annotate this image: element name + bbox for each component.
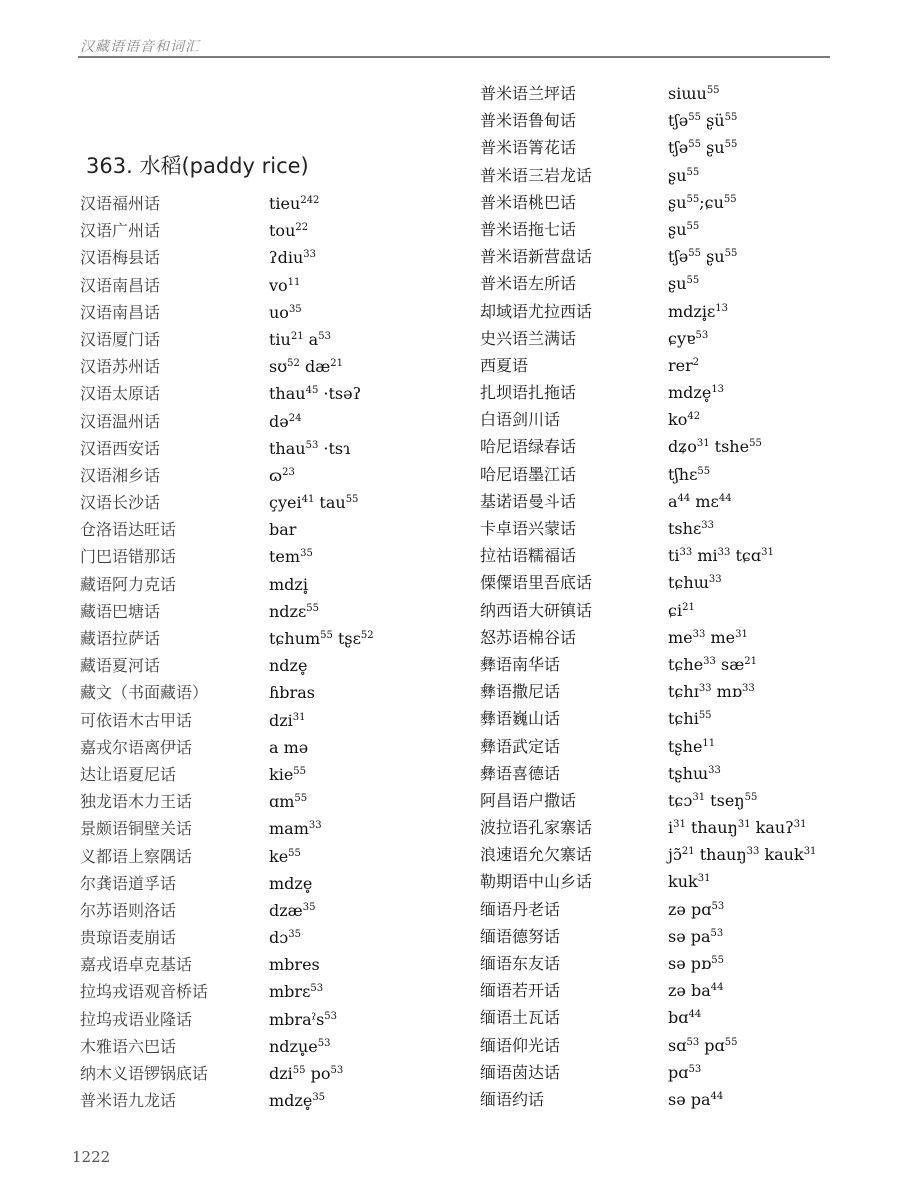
dialect-name: 汉语南昌话 (80, 302, 161, 322)
dialect-name: 白语剑川话 (480, 410, 561, 430)
dialect-row (80, 978, 374, 1005)
phonetic-form: bɑ$^{44}$ (668, 1008, 702, 1028)
phonetic-form: dzi$^{55}$ $po^{53}$ (269, 1064, 344, 1083)
dialect-row (80, 380, 374, 407)
dialect-row (80, 707, 374, 734)
dialect-name: 嘉戎尔语离伊话 (80, 737, 193, 757)
dialect-row (80, 1060, 374, 1087)
dialect-row (80, 299, 374, 326)
phonetic-form: sə $pa^{53}$ (668, 926, 724, 946)
dialect-name: 波拉语孔家寨话 (480, 818, 593, 838)
dialect-name: 傈僳语里吾底话 (480, 573, 593, 593)
phonetic-form: tiu$^{21}$ $a^{53}$ (269, 329, 331, 349)
phonetic-form: zə pɑ$^{53}$ (668, 899, 725, 919)
dialect-name: 汉语厦门话 (80, 329, 161, 349)
dialect-name: 哈尼语墨江话 (480, 464, 577, 484)
dialect-name: 缅语土瓦话 (480, 1008, 561, 1028)
phonetic-form: $vo^{11}$ (269, 275, 301, 295)
phonetic-form: tieu$^{242}$ (269, 194, 320, 213)
dialect-name: 藏语巴塘话 (80, 601, 161, 621)
dialect-name: 汉语广州话 (80, 221, 161, 241)
dialect-row (480, 1086, 816, 1113)
dialect-row (480, 433, 816, 460)
left-column (80, 190, 374, 1114)
dialect-row (480, 189, 816, 216)
phonetic-form: tɕhɯ$^{33}$ (668, 573, 722, 593)
dialect-row (80, 435, 374, 462)
phonetic-form: ɷ$^{23}$ (269, 465, 295, 485)
phonetic-form: mam$^{33}$ (269, 819, 322, 839)
dialect-name: 汉语苏州话 (80, 357, 161, 377)
dialect-name: 仓洛语达旺话 (80, 520, 177, 540)
dialect-name: 门巴语错那话 (80, 547, 177, 567)
dialect-name: 藏语夏河话 (80, 656, 161, 676)
phonetic-form: ʂu$^{55}$ (668, 219, 700, 239)
dialect-row (80, 897, 374, 924)
phonetic-form: ɕi$^{21}$ (668, 600, 695, 620)
dialect-row (480, 80, 816, 107)
phonetic-form: $ko^{42}$ (668, 410, 701, 430)
dialect-name: 缅语若开话 (480, 981, 561, 1001)
dialect-row (80, 625, 374, 652)
phonetic-form: tɕɔ$^{31}$ tseŋ$^{55}$ (668, 790, 758, 810)
phonetic-form: thau$^{45}$ ·tsəʔ (269, 384, 362, 404)
phonetic-form: mbrɛ$^{53}$ (269, 982, 324, 1002)
dialect-row (480, 868, 816, 895)
phonetic-form: tɕhe$^{33}$ $sæ^{21}$ (668, 654, 757, 674)
phonetic-form: ɦbras (269, 683, 315, 703)
dialect-name: 缅语德努话 (480, 926, 561, 946)
phonetic-form: sʊ$^{52}$ $dæ^{21}$ (269, 357, 343, 377)
phonetic-form: tshɛ$^{33}$ (668, 519, 714, 538)
phonetic-form: mbraˀs$^{53}$ (269, 1009, 338, 1029)
dialect-row (480, 651, 816, 678)
phonetic-form: ndze̥ (269, 656, 308, 676)
dialect-row (80, 734, 374, 761)
dialect-row (480, 1004, 816, 1031)
phonetic-form: tɕhɪ$^{33}$ mɒ$^{33}$ (668, 682, 755, 702)
phonetic-form: də$^{24}$ (269, 411, 302, 431)
dialect-row (480, 243, 816, 270)
right-column (480, 80, 816, 1113)
phonetic-form: ʂu$^{55}$ (668, 165, 700, 185)
phonetic-form: mdze̥$^{13}$ (668, 383, 725, 403)
dialect-name: 普米语桃巴话 (480, 192, 577, 212)
dialect-name: 缅语茵达话 (480, 1062, 561, 1082)
dialect-row (80, 516, 374, 543)
dialect-name: 尔龚语道孚话 (80, 873, 177, 893)
phonetic-form: thau$^{53}$ ·tsɿ (269, 438, 351, 458)
dialect-name: 缅语东友话 (480, 954, 561, 973)
phonetic-form: jɔ̃$^{21}$ thauŋ$^{33}$ kauk$^{31}$ (668, 845, 817, 865)
phonetic-form: mbres (269, 955, 320, 975)
dialect-row (480, 1032, 816, 1059)
phonetic-form: tɕhum$^{55}$ tʂɛ$^{52}$ (269, 629, 374, 648)
phonetic-form: dzæ$^{35}$ (269, 900, 316, 920)
dialect-name: 藏文（书面藏语） (80, 683, 209, 703)
dialect-name: 纳木义语锣锅底话 (80, 1064, 209, 1083)
dialect-row (480, 624, 816, 651)
phonetic-form: rer$^2$ (668, 355, 700, 375)
dialect-row (80, 190, 374, 217)
entry-number: 363. (86, 154, 133, 178)
dialect-name: 纳西语大研镇话 (480, 600, 593, 620)
dialect-row (480, 569, 816, 596)
phonetic-form: tem$^{35}$ (269, 547, 313, 567)
phonetic-form: tʃhɛ$^{55}$ (668, 464, 711, 484)
dialect-row (480, 841, 816, 868)
dialect-row (480, 488, 816, 515)
dialect-name: 彝语南华话 (480, 654, 561, 674)
dialect-row (480, 379, 816, 406)
dialect-row (80, 489, 374, 516)
dialect-name: 却域语尤拉西话 (480, 301, 593, 321)
dialect-row (480, 134, 816, 161)
dialect-row (80, 408, 374, 435)
phonetic-form: sə $pa^{44}$ (668, 1089, 724, 1109)
dialect-row (80, 652, 374, 679)
dialect-row (80, 679, 374, 706)
dialect-row (480, 107, 816, 134)
phonetic-form: $ndzu̥e^{53}$ (269, 1036, 331, 1056)
dialect-row (80, 1087, 374, 1114)
phonetic-form: bar (269, 520, 297, 540)
dialect-row (80, 598, 374, 625)
phonetic-form: zə $ba^{44}$ (668, 981, 724, 1001)
dialect-row (480, 270, 816, 297)
phonetic-form: sɑ$^{53}$ pɑ$^{55}$ (668, 1035, 738, 1055)
entry-gloss: 水稻(paddy rice) (139, 154, 309, 178)
dialect-name: 扎坝语扎拖话 (480, 383, 577, 403)
dialect-name: 嘉戎语卓克基话 (80, 955, 193, 975)
phonetic-form: mdze̥ (269, 873, 313, 893)
dialect-row (480, 542, 816, 569)
dialect-name: 拉坞戎语业隆话 (80, 1009, 193, 1029)
dialect-row (480, 678, 816, 705)
dialect-row (80, 244, 374, 271)
dialect-name: 普米语左所话 (480, 274, 577, 294)
dialect-name: 彝语武定话 (480, 736, 561, 756)
dialect-name: 拉坞戎语观音桥话 (80, 982, 209, 1002)
dialect-name: 汉语长沙话 (80, 493, 161, 513)
phonetic-form: mdzi̥ (269, 574, 308, 594)
phonetic-form: mdzi̥ɛ$^{13}$ (668, 301, 728, 321)
dialect-name: 汉语湘乡话 (80, 465, 161, 485)
dialect-name: 哈尼语绿春话 (480, 437, 577, 457)
dialect-row (80, 761, 374, 788)
phonetic-form: ʔdiu$^{33}$ (269, 248, 316, 268)
phonetic-form: $ke^{55}$ (269, 846, 301, 866)
dialect-row (480, 760, 816, 787)
dialect-name: 彝语喜德话 (480, 763, 561, 783)
dialect-name: 普米语新营盘话 (480, 247, 593, 267)
phonetic-form: $me^{33}$ $me^{31}$ (668, 627, 748, 647)
dialect-name: 西夏语 (480, 355, 529, 375)
dialect-row (480, 814, 816, 841)
dialect-row (80, 217, 374, 244)
dialect-name: 普米语箐花话 (480, 138, 577, 158)
dialect-name: 勒期语中山乡话 (480, 872, 593, 892)
dialect-row (480, 352, 816, 379)
dialect-row (80, 272, 374, 299)
dialect-name: 汉语南昌话 (80, 275, 161, 295)
dialect-name: 独龙语木力王话 (80, 792, 193, 812)
phonetic-form: tʃə$^{55}$ ʂu$^{55}$ (668, 247, 738, 267)
phonetic-form: ɕyɐ$^{53}$ (668, 328, 709, 348)
dialect-row (480, 733, 816, 760)
entry-title (86, 150, 309, 180)
dialect-name: 达让语夏尼话 (80, 764, 177, 784)
phonetic-form: $i^{31}$ thauŋ$^{31}$ kauʔ$^{31}$ (668, 818, 807, 838)
dialect-name: 怒苏语棉谷话 (480, 627, 577, 647)
phonetic-form: dʑo$^{31}$ tshe$^{55}$ (668, 437, 762, 457)
phonetic-form: dzi$^{31}$ (269, 710, 306, 730)
phonetic-form: çyei$^{41}$ tau$^{55}$ (269, 493, 359, 513)
dialect-row (480, 325, 816, 352)
dialect-row (80, 353, 374, 380)
dialect-name: 普米语兰坪话 (480, 84, 577, 103)
dialect-row (480, 896, 816, 923)
dialect-name: 可依语木古甲话 (80, 710, 193, 730)
dialect-name: 普米语鲁甸话 (480, 111, 577, 131)
dialect-row (480, 923, 816, 950)
dialect-row (480, 515, 816, 542)
running-head: 汉藏语语音和词汇 (80, 39, 200, 55)
dialect-row (480, 1059, 816, 1086)
dialect-name: 彝语巍山话 (480, 709, 561, 729)
dialect-row (80, 870, 374, 897)
dialect-name: 拉祜语糯福话 (480, 546, 577, 566)
phonetic-form: kuk$^{31}$ (668, 872, 711, 892)
dialect-row (80, 571, 374, 598)
phonetic-form: pɑ$^{53}$ (668, 1062, 702, 1082)
dialect-name: 义都语上察隅话 (80, 846, 193, 866)
dialect-name: 汉语梅县话 (80, 248, 161, 268)
dialect-name: 卡卓语兴蒙话 (480, 519, 577, 538)
dialect-name: 贵琼语麦崩话 (80, 928, 177, 948)
dialect-name: 普米语拖七话 (480, 219, 577, 239)
phonetic-form: $a^{44}$ mɛ$^{44}$ (668, 491, 732, 511)
dialect-row (480, 950, 816, 977)
dialect-row (480, 787, 816, 814)
dialect-name: 汉语西安话 (80, 438, 161, 458)
phonetic-form: $ti^{33}$ $mi^{33}$ tɕɑ$^{31}$ (668, 546, 774, 566)
dialect-row (80, 843, 374, 870)
dialect-name: 汉语福州话 (80, 194, 161, 213)
dialect-name: 藏语拉萨话 (80, 629, 161, 648)
dialect-row (80, 462, 374, 489)
dialect-row (480, 162, 816, 189)
dialect-row (80, 924, 374, 951)
phonetic-form: kie$^{55}$ (269, 764, 307, 784)
dialect-name: 木雅语六巴话 (80, 1036, 177, 1056)
dialect-name: 彝语撒尼话 (480, 682, 561, 702)
phonetic-form: tʂhe$^{11}$ (668, 736, 716, 756)
dialect-name: 普米语三岩龙话 (480, 165, 593, 185)
page-number: 1222 (72, 1148, 111, 1166)
phonetic-form: tʃə$^{55}$ ʂü$^{55}$ (668, 111, 738, 131)
phonetic-form: siɯu$^{55}$ (668, 84, 720, 103)
dialect-row (480, 461, 816, 488)
phonetic-form: $uo^{35}$ (269, 302, 302, 322)
phonetic-form: dɔ$^{35}$ (269, 928, 301, 948)
dialect-row (80, 1006, 374, 1033)
dialect-row (480, 298, 816, 325)
dialect-row (480, 216, 816, 243)
dialect-name: 普米语九龙话 (80, 1091, 177, 1111)
dialect-name: 缅语约话 (480, 1089, 545, 1109)
dialect-name: 汉语太原话 (80, 384, 161, 404)
dialect-row (80, 788, 374, 815)
dialect-row (80, 326, 374, 353)
dialect-name: 藏语阿力克话 (80, 574, 177, 594)
dialect-name: 缅语丹老话 (480, 899, 561, 919)
phonetic-form: tʂhɯ$^{33}$ (668, 763, 721, 783)
phonetic-form: tɕhi$^{55}$ (668, 709, 712, 729)
phonetic-form: mdze̥$^{35}$ (269, 1091, 326, 1111)
phonetic-form: tʃə$^{55}$ ʂu$^{55}$ (668, 138, 738, 158)
header-rule (78, 56, 830, 58)
phonetic-form: tou$^{22}$ (269, 221, 309, 241)
dialect-row (480, 705, 816, 732)
phonetic-form: a mə (269, 737, 309, 757)
dialect-row (80, 951, 374, 978)
dialect-name: 浪速语允欠寨话 (480, 845, 593, 865)
dialect-name: 尔苏语则洛话 (80, 900, 177, 920)
dialect-name: 缅语仰光话 (480, 1035, 561, 1055)
dialect-name: 阿昌语户撒话 (480, 790, 577, 810)
dialect-name: 史兴语兰满话 (480, 328, 577, 348)
dialect-row (80, 543, 374, 570)
dialect-name: 汉语温州话 (80, 411, 161, 431)
phonetic-form: ɑm$^{55}$ (269, 792, 308, 812)
phonetic-form: ʂu$^{55}$ (668, 274, 700, 294)
dialect-row (80, 815, 374, 842)
dialect-name: 基诺语曼斗话 (480, 491, 577, 511)
phonetic-form: sə pɒ$^{55}$ (668, 954, 724, 973)
dialect-row (80, 1033, 374, 1060)
dialect-row (480, 597, 816, 624)
dialect-row (480, 406, 816, 433)
dialect-name: 景颇语铜壁关话 (80, 819, 193, 839)
phonetic-form: ʂu$^{55}$;ɕu$^{55}$ (668, 192, 737, 212)
dialect-row (480, 977, 816, 1004)
phonetic-form: ndzɛ$^{55}$ (269, 601, 319, 621)
